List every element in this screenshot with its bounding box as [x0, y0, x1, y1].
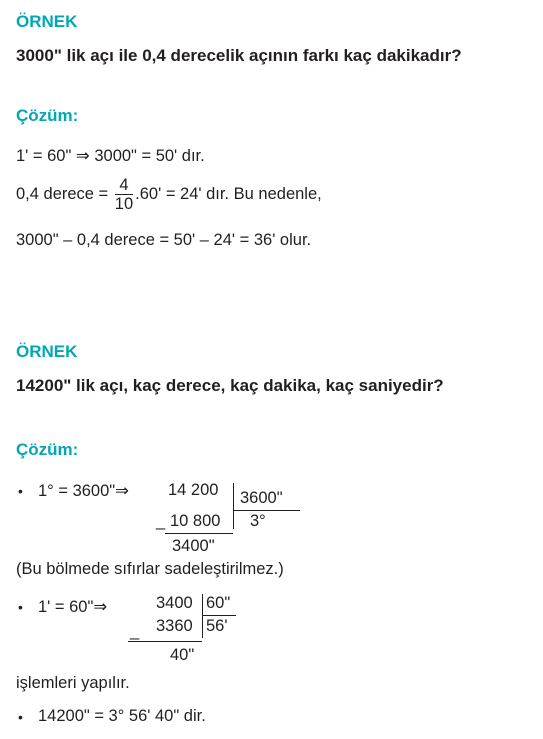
line2-suffix: .60' = 24' dır. Bu nedenle,: [135, 184, 322, 203]
division-1-remainder: 3400": [172, 537, 215, 555]
division-1-divisor: 3600": [240, 489, 283, 507]
solution-heading-2: Çözüm:: [16, 440, 79, 459]
fraction-numerator: 4: [115, 176, 133, 195]
division-2-quotient: 56': [206, 617, 228, 635]
division-1-minus: _: [156, 512, 166, 530]
division-2-subtrahend: 3360: [156, 617, 193, 635]
division-2-remainder: 40": [170, 646, 195, 664]
solution-line-1: 1' = 60" ⇒ 3000" = 50' dır.: [16, 147, 205, 165]
division-1-sub-line: [165, 533, 233, 534]
division-1-divisor-line: [233, 510, 300, 511]
question-1: 3000" lik açı ile 0,4 derecelik açının farkı kaç dakikadır?: [16, 46, 462, 65]
note: (Bu bölmede sıfırlar sadeleştirilmez.): [16, 560, 284, 578]
solution-heading-1: Çözüm:: [16, 106, 79, 125]
division-2-divisor: 60": [206, 594, 231, 612]
fraction: [115, 176, 133, 213]
solution-line-2: [16, 176, 322, 213]
division-1-vertical-line: [233, 483, 234, 529]
bullet-2: •: [18, 599, 23, 615]
solution-line-3: 3000" – 0,4 derece = 50' – 24' = 36' olur.: [16, 231, 312, 249]
example-heading-1: ÖRNEK: [16, 12, 78, 31]
operations-text: işlemleri yapılır.: [16, 674, 130, 692]
division-2-dividend: 3400: [156, 594, 193, 612]
example-heading-2: ÖRNEK: [16, 342, 78, 361]
result-line: 14200" = 3° 56' 40" dir.: [38, 707, 206, 725]
division-1-label: 1° = 3600"⇒: [38, 482, 129, 500]
bullet-1: •: [18, 483, 23, 499]
division-1-subtrahend: 10 800: [170, 512, 221, 530]
division-2-minus: _: [130, 622, 140, 640]
line2-prefix: 0,4 derece =: [16, 184, 109, 203]
division-1-quotient: 3°: [250, 512, 266, 530]
bullet-3: •: [18, 709, 23, 725]
division-1-dividend: 14 200: [168, 481, 219, 499]
division-2-label: 1' = 60"⇒: [38, 598, 108, 616]
question-2: 14200" lik açı, kaç derece, kaç dakika, kaç saniyedir?: [16, 376, 444, 395]
fraction-denominator: 10: [114, 195, 134, 213]
division-2-sub-line: [128, 641, 202, 642]
